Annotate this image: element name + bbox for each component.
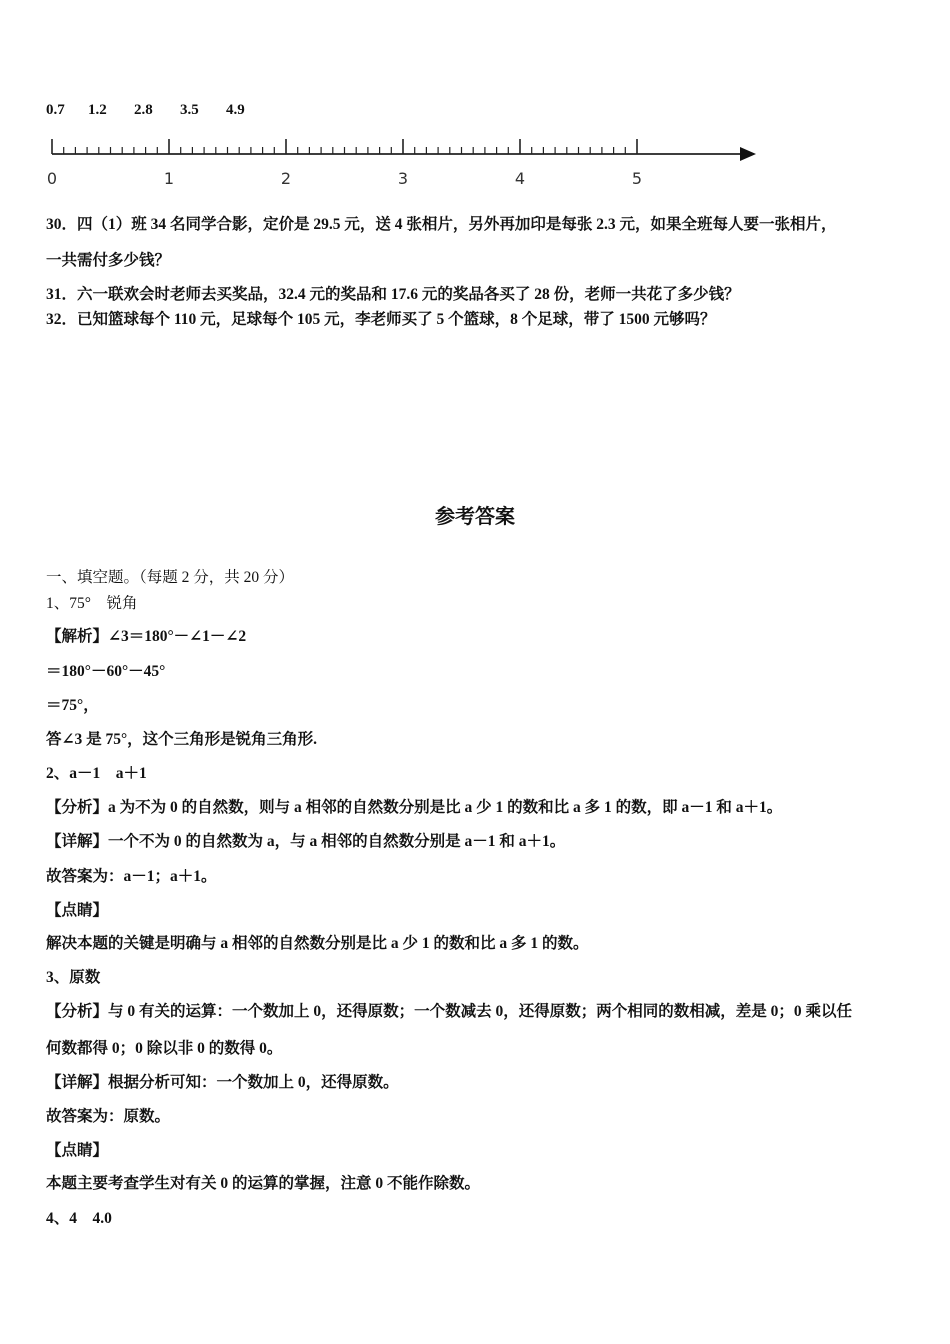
answer-1-step: ＝180°－60°－45° (46, 663, 166, 680)
value-label: 1.2 (88, 102, 107, 118)
tick-label: 0 (46, 169, 58, 188)
answer-2: 2、a－1 a＋1 (46, 765, 147, 782)
value-label: 0.7 (46, 102, 65, 118)
answer-2-conclusion: 故答案为：a－1；a＋1。 (46, 868, 217, 885)
answer-3-analysis-line2: 何数都得 0；0 除以非 0 的数得 0。 (46, 1040, 283, 1057)
question-30-line2: 一共需付多少钱？ (46, 252, 171, 269)
answer-3-comment: 本题主要考查学生对有关 0 的运算的掌握，注意 0 不能作除数。 (46, 1175, 481, 1192)
answer-3-comment-label: 【点睛】 (46, 1142, 109, 1159)
answer-1-analysis: 【解析】∠3＝180°－∠1－∠2 (46, 628, 247, 645)
tick-label: 1 (163, 169, 175, 188)
answer-2-detail: 【详解】一个不为 0 的自然数为 a，与 a 相邻的自然数分别是 a－1 和 a＋1。 (46, 833, 566, 850)
answer-2-comment-label: 【点睛】 (46, 902, 109, 919)
answer-3-detail: 【详解】根据分析可知：一个数加上 0，还得原数。 (46, 1074, 399, 1091)
tick-label: 4 (514, 169, 526, 188)
value-label: 2.8 (134, 102, 153, 118)
answer-3-analysis-line1: 【分析】与 0 有关的运算：一个数加上 0，还得原数；一个数减去 0，还得原数；两个相同的数相减，差是 0；0 乘以任 (46, 1003, 853, 1020)
answer-3-conclusion: 故答案为：原数。 (46, 1108, 171, 1125)
value-label: 3.5 (180, 102, 199, 118)
answer-4: 4、4 4.0 (46, 1210, 112, 1227)
question-31: 31．六一联欢会时老师去买奖品，32.4 元的奖品和 17.6 元的奖品各买了 28 份，老师一共花了多少钱？ (46, 286, 740, 303)
tick-label: 3 (397, 169, 409, 188)
tick-label: 2 (280, 169, 292, 188)
question-32: 32．已知篮球每个 110 元，足球每个 105 元，李老师买了 5 个篮球，8 个足球，带了 1500 元够吗？ (46, 311, 716, 328)
answer-2-comment: 解决本题的关键是明确与 a 相邻的自然数分别是比 a 少 1 的数和比 a 多 1 的数。 (46, 935, 589, 952)
answer-2-analysis: 【分析】a 为不为 0 的自然数，则与 a 相邻的自然数分别是比 a 少 1 的数和比 a 多 1 的数，即 a－1 和 a＋1。 (46, 799, 783, 816)
answer-1-conclusion: 答∠3 是 75°，这个三角形是锐角三角形. (46, 731, 318, 748)
question-30-line1: 30．四（1）班 34 名同学合影，定价是 29.5 元，送 4 张相片，另外再加印是每张 2.3 元，如果全班每人要一张相片， (46, 216, 837, 233)
answer-1: 1、75° 锐角 (46, 595, 138, 612)
answer-3: 3、原数 (46, 969, 101, 986)
answers-title: 参考答案 (435, 504, 515, 528)
axis-arrow (740, 147, 756, 161)
tick-label: 5 (631, 169, 643, 188)
number-line (40, 132, 770, 192)
value-label: 4.9 (226, 102, 245, 118)
section-heading: 一、填空题。（每题 2 分，共 20 分） (46, 569, 295, 586)
answer-1-step: ＝75°， (46, 697, 99, 714)
